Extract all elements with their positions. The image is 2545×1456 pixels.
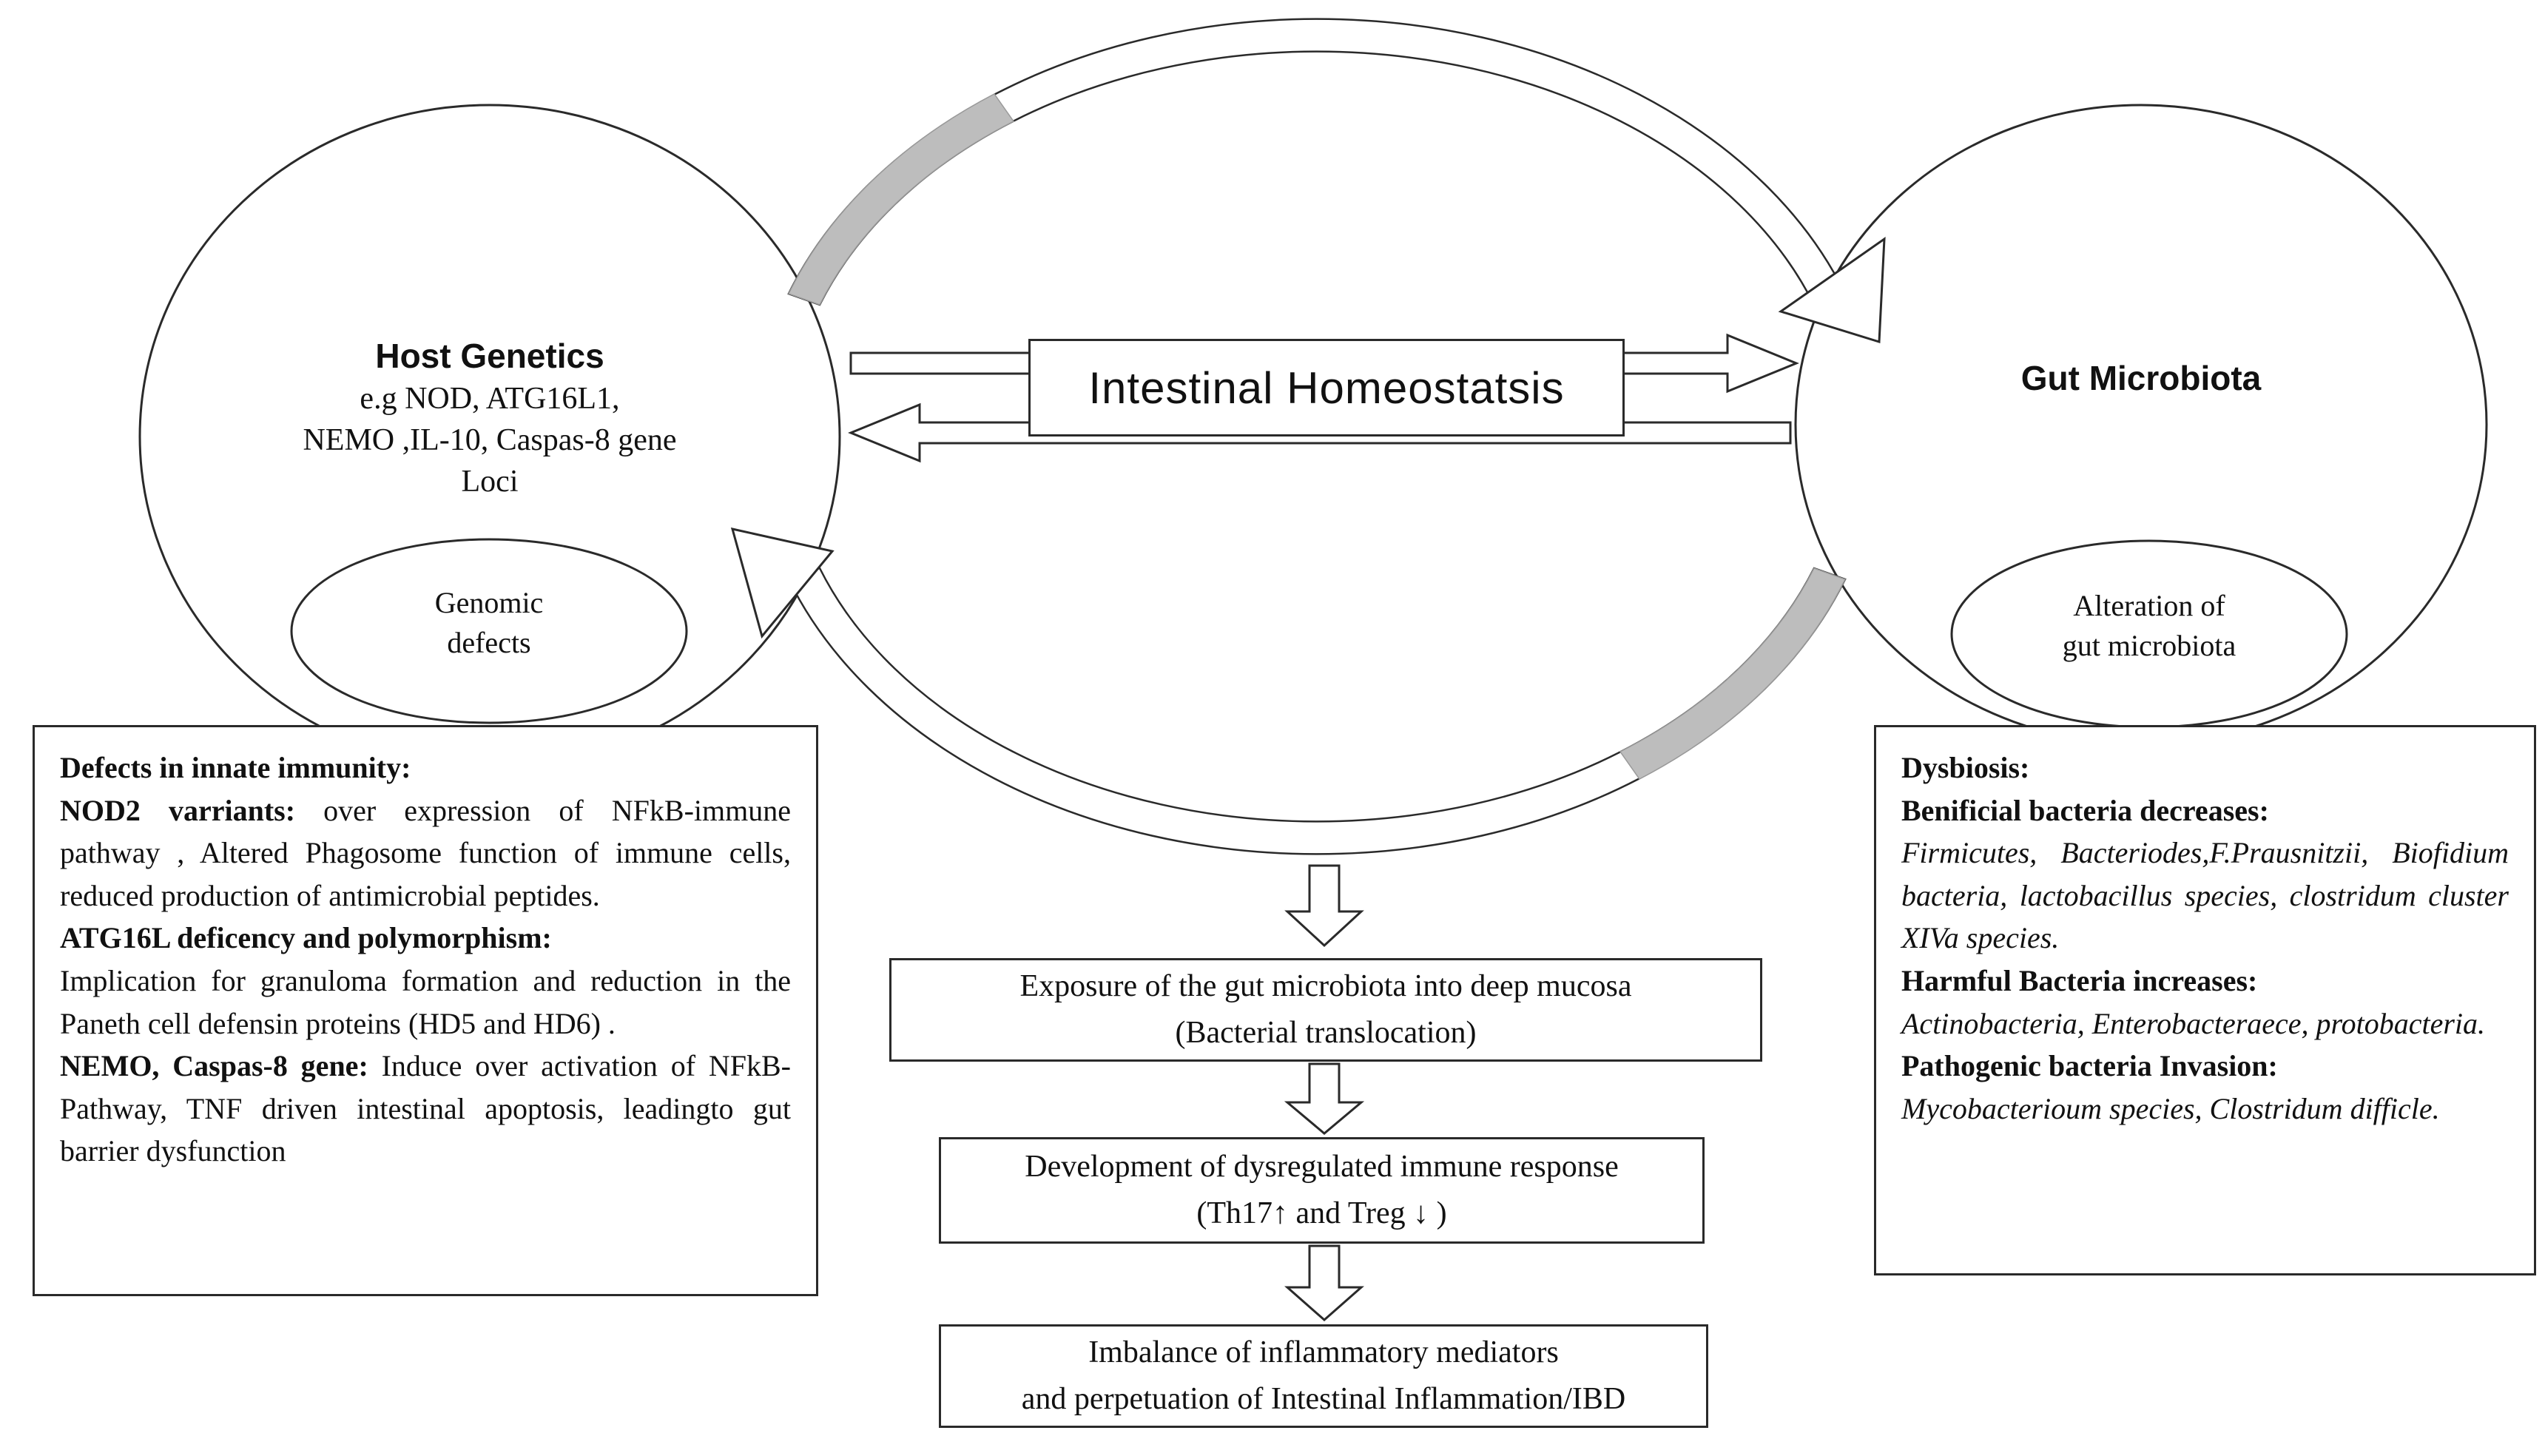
harmful-bacteria-section	[1901, 960, 2509, 1045]
flow-box-immune-response-line2: (Th17↑ and Treg ↓ )	[1196, 1196, 1447, 1230]
left-box-paragraph-nod2	[60, 789, 791, 917]
flow-box-imbalance	[939, 1324, 1708, 1428]
beneficial-bacteria-list: Firmicutes, Bacteriodes,F.Prausnitzii, Biofidium bacteria, lactobacillus species, clostridum cluster XIVa species.	[1901, 836, 2509, 955]
harmful-bacteria-list: Actinobacteria, Enterobacteraece, protobacteria.	[1901, 1006, 2486, 1040]
host-genetics-title: Host Genetics	[375, 337, 604, 375]
nod2-heading: NOD2 varriants:	[60, 793, 296, 827]
pathogenic-bacteria-heading: Pathogenic bacteria Invasion:	[1901, 1049, 2278, 1083]
pathogenic-bacteria-list: Mycobacterioum species, Clostridum difficle.	[1901, 1091, 2440, 1125]
beneficial-bacteria-section	[1901, 789, 2509, 960]
harmful-bacteria-heading: Harmful Bacteria increases:	[1901, 963, 2258, 997]
alteration-line2: gut microbiota	[2062, 629, 2236, 662]
flow-box-exposure-line2: (Bacterial translocation)	[1175, 1016, 1477, 1050]
host-genetics-text	[194, 334, 786, 502]
innate-immunity-box	[33, 725, 818, 1296]
nod2-text: over expression of NFkB-immune pathway , Altered Phagosome function of immune cells, reduced production of antimicrobial peptides.	[60, 793, 791, 912]
flow-box-imbalance-line2: and perpetuation of Intestinal Inflammation/IBD	[1021, 1382, 1626, 1416]
flow-box-exposure-line1: Exposure of the gut microbiota into deep mucosa	[1019, 969, 1632, 1003]
left-box-heading: Defects in innate immunity:	[60, 751, 411, 784]
alteration-label	[1964, 586, 2334, 666]
left-box-paragraph-atg16l	[60, 917, 791, 1045]
flow-box-imbalance-line1: Imbalance of inflammatory mediators	[1088, 1335, 1559, 1369]
host-genetics-subtitle-line: Loci	[461, 464, 519, 499]
atg16l-heading: ATG16L deficency and polymorphism:	[60, 921, 552, 955]
nemo-text: Induce over activation of NFkB-Pathway, TNF driven intestinal apoptosis, leadingto gut barrier dysfunction	[60, 1049, 791, 1168]
down-arrow-icon-2	[1287, 1064, 1361, 1133]
nemo-heading: NEMO, Caspas-8 gene:	[60, 1049, 368, 1083]
genomic-defects-label	[304, 583, 674, 663]
left-box-paragraph-nemo	[60, 1045, 791, 1173]
host-genetics-subtitle-line: e.g NOD, ATG16L1,	[360, 381, 620, 416]
flow-box-exposure	[889, 958, 1762, 1062]
down-arrow-icon-1	[1287, 866, 1361, 946]
right-box-heading-row	[1901, 746, 2509, 789]
atg16l-text: Implication for granuloma formation and reduction in the Paneth cell defensin proteins (HD5 and HD6) .	[60, 963, 791, 1040]
intestinal-homeostasis-label: Intestinal Homeostatsis	[1088, 363, 1565, 413]
down-arrow-icon-3	[1287, 1246, 1361, 1320]
intestinal-homeostasis-box	[1028, 339, 1625, 437]
dysbiosis-heading: Dysbiosis:	[1901, 751, 2030, 784]
flow-box-immune-response-line1: Development of dysregulated immune response	[1025, 1150, 1619, 1184]
genomic-defects-line1: Genomic	[434, 586, 544, 619]
left-box-heading-row	[60, 746, 791, 789]
beneficial-bacteria-heading: Benificial bacteria decreases:	[1901, 793, 2269, 827]
dysbiosis-box	[1874, 725, 2536, 1275]
gut-microbiota-title: Gut Microbiota	[2020, 359, 2262, 397]
flow-box-immune-response	[939, 1137, 1705, 1244]
pathogenic-bacteria-section	[1901, 1045, 2509, 1130]
host-genetics-subtitle-line: NEMO ,IL-10, Caspas-8 gene	[303, 422, 677, 457]
genomic-defects-line2: defects	[447, 626, 531, 659]
alteration-line1: Alteration of	[2073, 589, 2225, 622]
